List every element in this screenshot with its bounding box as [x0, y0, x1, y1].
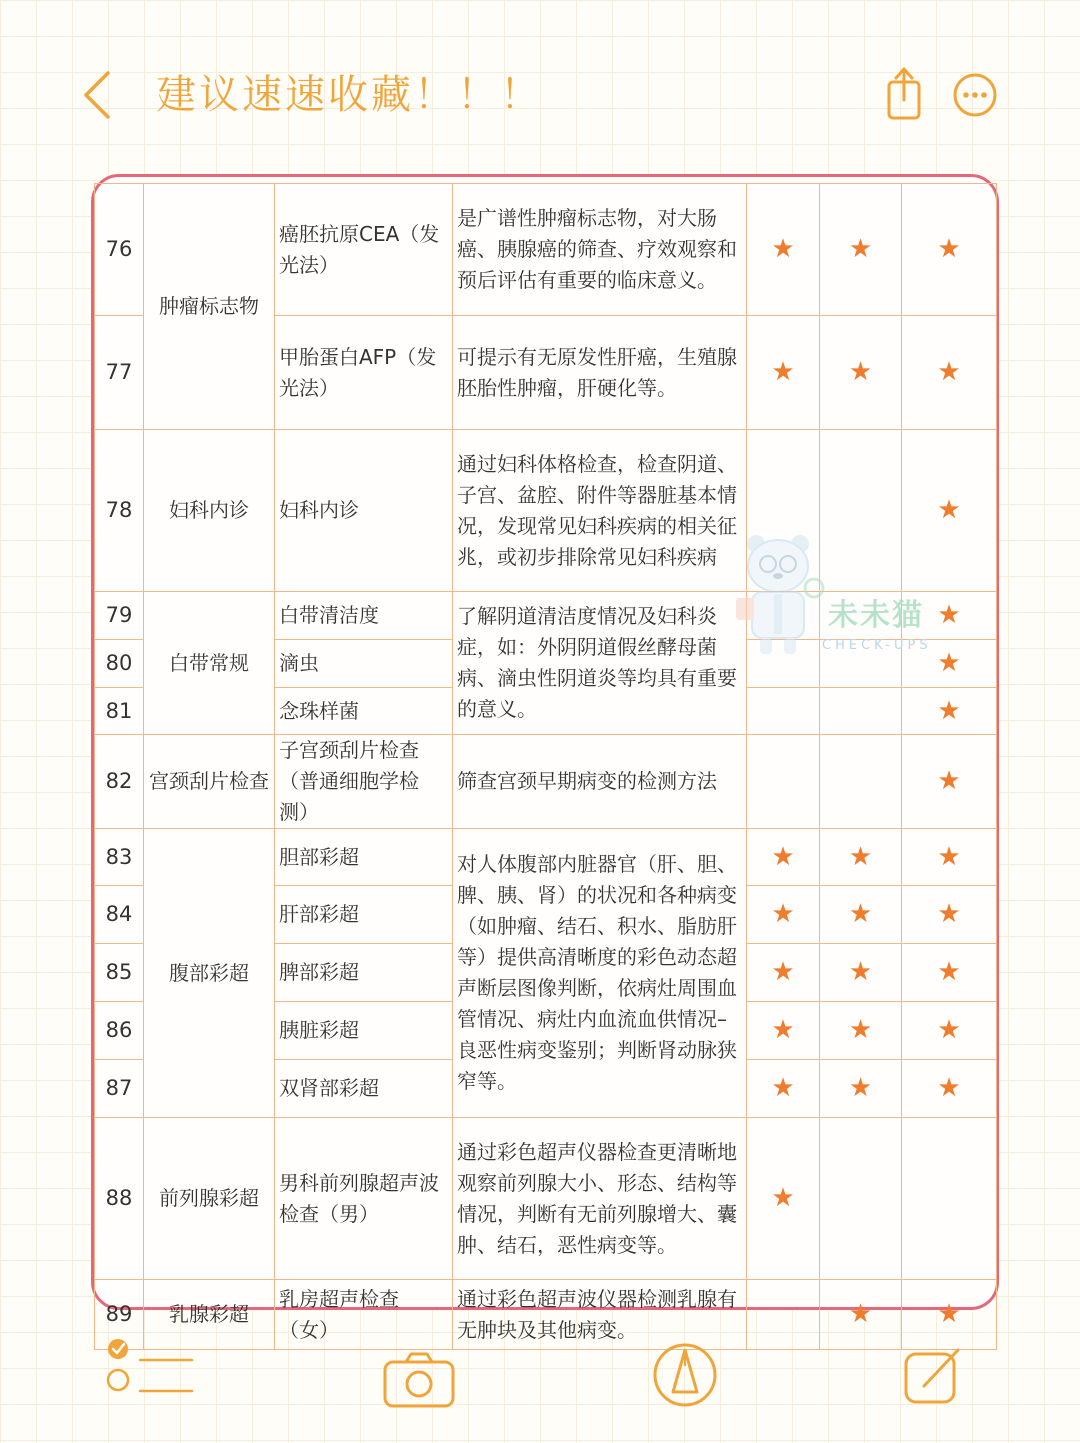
watermark-tagline: CHECK-UPS	[822, 638, 932, 653]
star-mark: ★	[747, 316, 820, 430]
row-description: 可提示有无原发性肝癌，生殖腺胚胎性肿瘤，肝硬化等。	[453, 316, 747, 430]
row-number: 84	[95, 886, 144, 944]
camera-icon	[382, 1350, 456, 1410]
row-description: 了解阴道清洁度情况及妇科炎症，如：外阴阴道假丝酵母菌病、滴虫性阴道炎等均具有重要的意义。	[453, 592, 747, 735]
star-mark: ★	[820, 184, 902, 316]
row-number: 81	[95, 688, 144, 735]
checklist-icon	[104, 1332, 196, 1392]
row-number: 83	[95, 829, 144, 886]
row-number: 79	[95, 592, 144, 640]
star-mark: ★	[902, 640, 997, 688]
row-number: 77	[95, 316, 144, 430]
watermark-brand: 未未猫	[828, 598, 924, 633]
row-item: 甲胎蛋白AFP（发光法）	[275, 316, 453, 430]
row-category: 白带常规	[144, 592, 275, 735]
row-item: 胰脏彩超	[275, 1002, 453, 1060]
star-mark: ★	[820, 829, 902, 886]
row-number: 87	[95, 1060, 144, 1118]
row-category: 前列腺彩超	[144, 1118, 275, 1280]
row-item: 肝部彩超	[275, 886, 453, 944]
star-mark: ★	[747, 944, 820, 1002]
compose-button[interactable]	[902, 1346, 962, 1406]
star-mark: ★	[820, 944, 902, 1002]
row-number: 80	[95, 640, 144, 688]
row-item: 胆部彩超	[275, 829, 453, 886]
star-mark	[820, 592, 902, 640]
more-button[interactable]	[952, 72, 998, 118]
share-icon	[882, 64, 926, 124]
row-number: 76	[95, 184, 144, 316]
star-mark	[747, 640, 820, 688]
row-description: 通过彩色超声波仪器检测乳腺有无肿块及其他病变。	[453, 1280, 747, 1350]
row-number: 82	[95, 735, 144, 829]
camera-button[interactable]	[382, 1350, 456, 1410]
row-description: 是广谱性肿瘤标志物，对大肠癌、胰腺癌的筛查、疗效观察和预后评估有重要的临床意义。	[453, 184, 747, 316]
star-mark	[820, 640, 902, 688]
star-mark	[747, 735, 820, 829]
chevron-left-icon	[78, 65, 118, 125]
table-row	[95, 430, 997, 592]
table-row	[95, 1118, 997, 1280]
table-row	[95, 592, 997, 640]
row-item: 念珠样菌	[275, 688, 453, 735]
row-item: 子宫颈刮片检查（普通细胞学检测）	[275, 735, 453, 829]
exam-table	[94, 183, 997, 1350]
markup-pen-button[interactable]	[652, 1342, 718, 1408]
star-mark	[747, 592, 820, 640]
row-description: 通过彩色超声仪器检查更清晰地观察前列腺大小、形态、结构等情况，判断有无前列腺增大、囊肿、结石，恶性病变等。	[453, 1118, 747, 1280]
row-item: 癌胚抗原CEA（发光法）	[275, 184, 453, 316]
star-mark: ★	[820, 316, 902, 430]
row-category: 妇科内诊	[144, 430, 275, 592]
row-number: 88	[95, 1118, 144, 1280]
star-mark	[820, 1118, 902, 1280]
row-category: 乳腺彩超	[144, 1280, 275, 1350]
star-mark: ★	[747, 1060, 820, 1118]
pen-icon	[652, 1342, 718, 1408]
bottom-toolbar	[0, 1320, 1080, 1430]
star-mark: ★	[902, 1060, 997, 1118]
row-category: 腹部彩超	[144, 829, 275, 1118]
star-mark	[820, 430, 902, 592]
exam-table-card	[91, 174, 999, 1342]
table-row	[95, 829, 997, 886]
table-row	[95, 735, 997, 829]
star-mark: ★	[747, 184, 820, 316]
star-mark: ★	[747, 829, 820, 886]
star-mark: ★	[820, 1060, 902, 1118]
star-mark: ★	[902, 829, 997, 886]
row-item: 脾部彩超	[275, 944, 453, 1002]
row-item: 白带清洁度	[275, 592, 453, 640]
star-mark	[747, 430, 820, 592]
star-mark: ★	[820, 1280, 902, 1350]
table-row	[95, 184, 997, 316]
star-mark: ★	[902, 316, 997, 430]
star-mark: ★	[902, 1280, 997, 1350]
star-mark	[747, 688, 820, 735]
star-mark: ★	[902, 1002, 997, 1060]
row-category: 宫颈刮片检查	[144, 735, 275, 829]
row-number: 89	[95, 1280, 144, 1350]
share-button[interactable]	[882, 64, 926, 124]
row-description: 通过妇科体格检查，检查阴道、子宫、盆腔、附件等器脏基本情况，发现常见妇科疾病的相关征兆，或初步排除常见妇科疾病	[453, 430, 747, 592]
row-description: 对人体腹部内脏器官（肝、胆、脾、胰、肾）的状况和各种病变（如肿瘤、结石、积水、脂肪肝等）提供高清晰度的彩色动态超声断层图像判断，依病灶周围血管情况、病灶内血流血供情况–良恶性病变鉴别；判断肾动脉狭窄等。	[453, 829, 747, 1118]
back-button[interactable]	[78, 65, 118, 125]
star-mark: ★	[902, 886, 997, 944]
star-mark: ★	[902, 430, 997, 592]
star-mark	[820, 735, 902, 829]
row-item: 男科前列腺超声波检查（男）	[275, 1118, 453, 1280]
row-item: 妇科内诊	[275, 430, 453, 592]
star-mark: ★	[747, 1118, 820, 1280]
row-category: 肿瘤标志物	[144, 184, 275, 430]
star-mark	[902, 1118, 997, 1280]
row-number: 86	[95, 1002, 144, 1060]
star-mark: ★	[902, 184, 997, 316]
top-bar	[0, 50, 1080, 140]
checklist-button[interactable]	[104, 1332, 196, 1392]
row-description: 筛查宫颈早期病变的检测方法	[453, 735, 747, 829]
star-mark: ★	[747, 1002, 820, 1060]
page-title: 建议速速收藏！！！	[156, 72, 543, 118]
star-mark: ★	[902, 735, 997, 829]
row-item: 乳房超声检查（女）	[275, 1280, 453, 1350]
compose-icon	[902, 1346, 962, 1406]
row-item: 滴虫	[275, 640, 453, 688]
row-number: 78	[95, 430, 144, 592]
row-number: 85	[95, 944, 144, 1002]
star-mark: ★	[820, 1002, 902, 1060]
star-mark: ★	[747, 886, 820, 944]
star-mark: ★	[902, 688, 997, 735]
star-mark: ★	[902, 592, 997, 640]
star-mark: ★	[820, 886, 902, 944]
row-item: 双肾部彩超	[275, 1060, 453, 1118]
star-mark: ★	[902, 944, 997, 1002]
more-icon	[952, 72, 998, 118]
star-mark	[820, 688, 902, 735]
